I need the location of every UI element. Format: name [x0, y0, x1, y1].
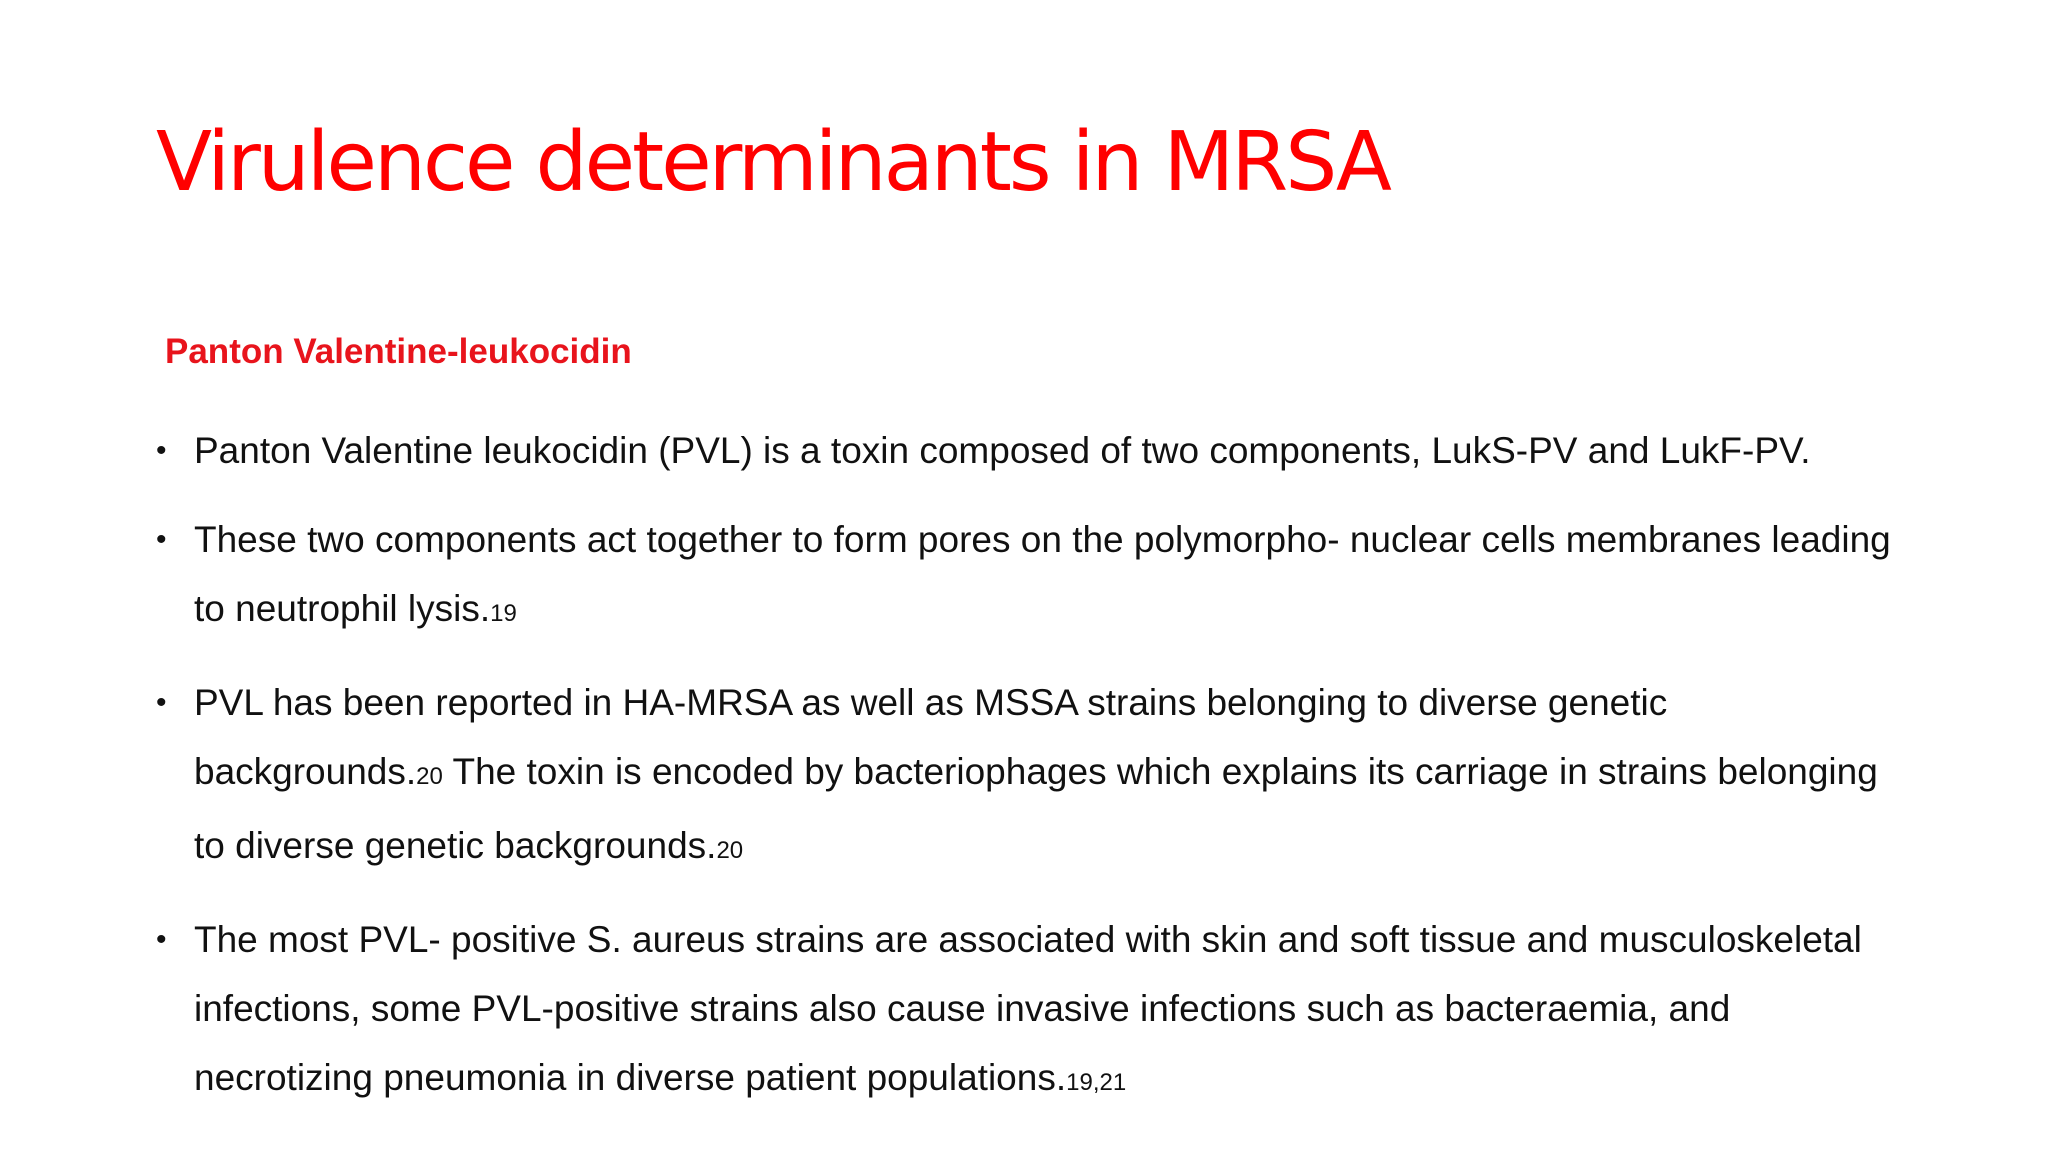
bullet-icon: •: [156, 434, 167, 467]
bullet-icon: •: [156, 923, 167, 956]
bullet-item-3: [156, 668, 1914, 885]
reference-number: 20: [416, 763, 443, 790]
bullet-item-1: [156, 416, 1914, 485]
reference-number: 19: [490, 600, 517, 627]
bullet-item-4: [156, 905, 1914, 1117]
reference-number: 19,21: [1066, 1069, 1127, 1096]
bullet-text: The most PVL- positive S. aureus strains are associated with skin and soft tissue and musculoskeletal infections, some PVL-positive strains also cause invasive infections such as bacteraemia, and necrotizing pneumonia in diverse patient populations.: [194, 919, 1862, 1098]
bullet-text: PVL has been reported in HA-MRSA as well as MSSA strains belonging to diverse genetic backgrounds.: [194, 682, 1668, 792]
bullet-icon: •: [156, 686, 167, 719]
reference-number: 20: [716, 837, 744, 864]
bullet-icon: •: [156, 523, 167, 556]
bullet-list: [156, 416, 1914, 1137]
bullet-item-2: [156, 505, 1914, 648]
slide-title: Virulence determinants in MRSA: [156, 115, 1389, 210]
bullet-text-continued: The toxin is encoded by bacteriophages which explains its carriage in strains belonging to diverse genetic backgrounds.: [194, 751, 1878, 866]
bullet-text: These two components act together to form pores on the polymorpho- nuclear cells membranes leading to neutrophil lysis.: [194, 519, 1891, 629]
bullet-text: Panton Valentine leukocidin (PVL) is a toxin composed of two components, LukS-PV and LukF-PV.: [194, 430, 1811, 471]
slide-subtitle: Panton Valentine-leukocidin: [165, 332, 632, 371]
